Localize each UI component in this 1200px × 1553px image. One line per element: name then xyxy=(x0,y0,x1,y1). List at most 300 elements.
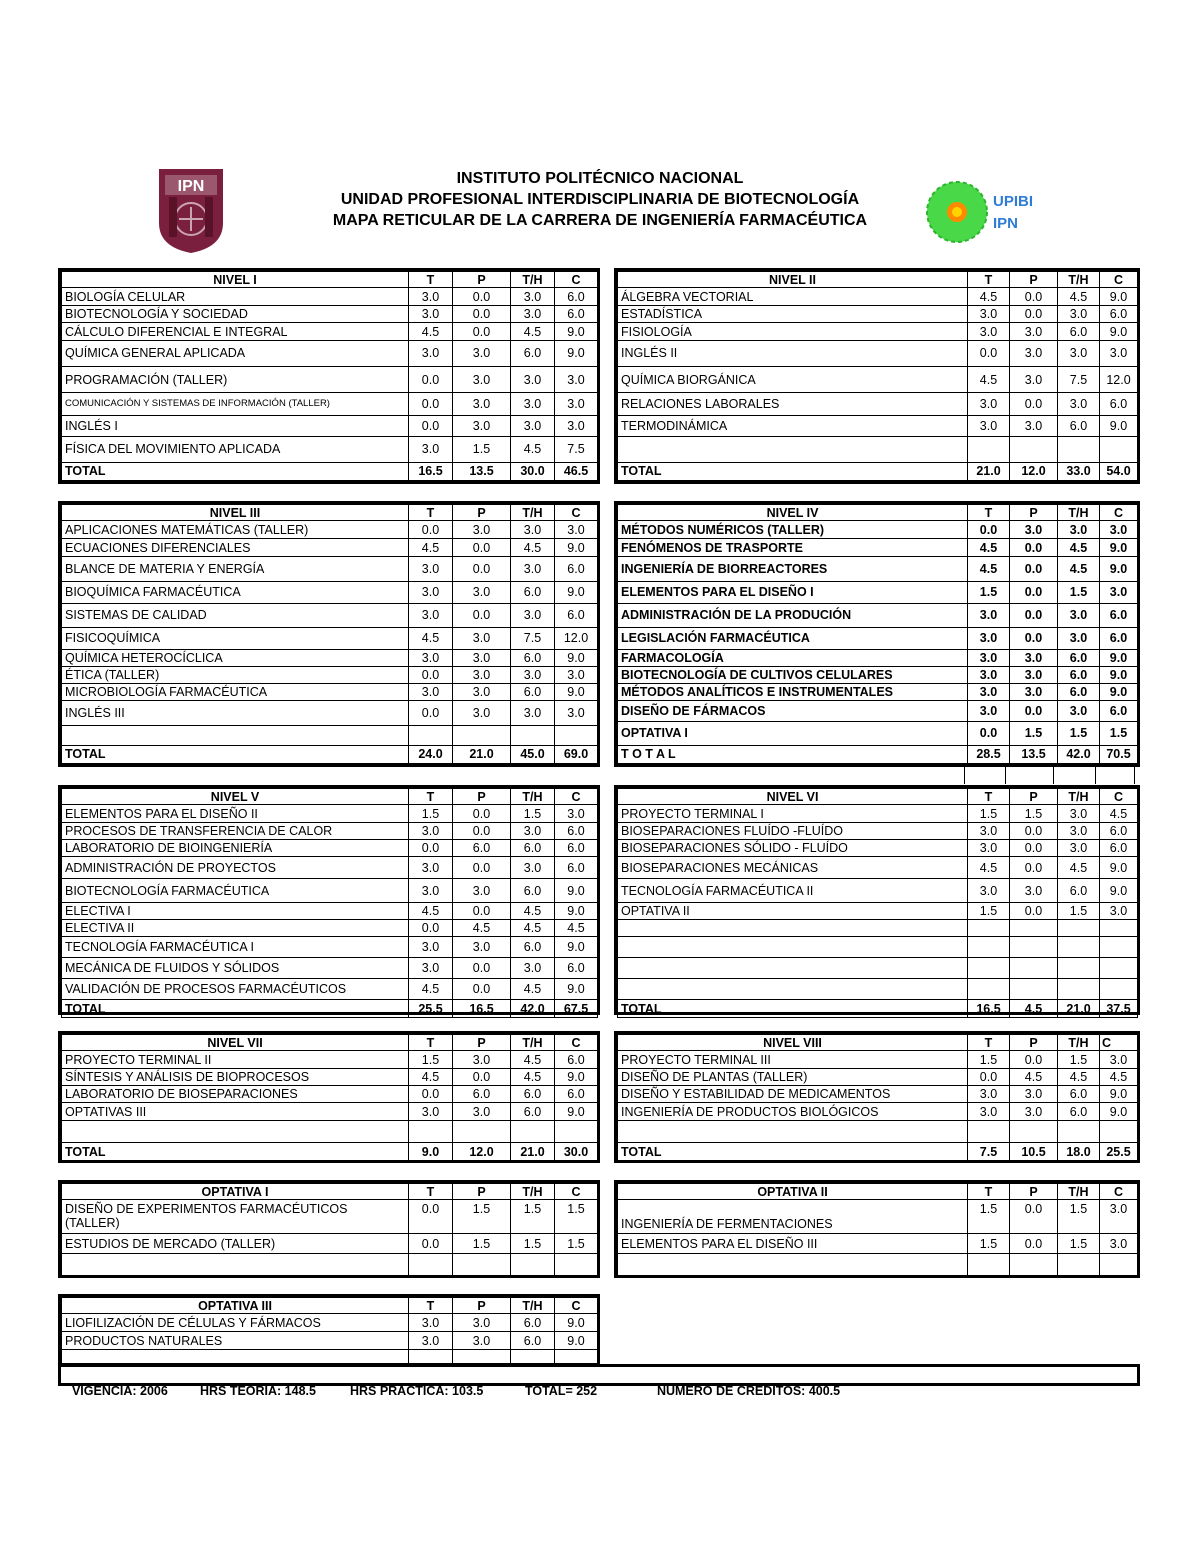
cell-c: 3.0 xyxy=(1100,1234,1138,1254)
cell-p: 0.0 xyxy=(1010,393,1058,416)
table-row xyxy=(62,557,598,581)
subject-name: BIOTECNOLOGÍA DE CULTIVOS CELULARES xyxy=(618,667,968,684)
cell-t: 3.0 xyxy=(409,879,453,903)
subject-name: FISICOQUÍMICA xyxy=(62,627,409,649)
table-row xyxy=(62,857,598,879)
cell-p: 3.0 xyxy=(453,416,511,436)
table-row xyxy=(62,725,598,745)
cell-p: 0.0 xyxy=(1010,557,1058,581)
col-p: P xyxy=(1010,505,1058,521)
subject-name: BIOQUÍMICA FARMACÉUTICA xyxy=(62,581,409,603)
cell-th: 4.5 xyxy=(511,920,555,937)
hrs-practica-text: HRS PRACTICA: 103.5 xyxy=(349,1384,484,1398)
subject-name: OPTATIVA I xyxy=(618,721,968,745)
cell-p: 3.0 xyxy=(1010,667,1058,684)
nivel-4-table xyxy=(614,501,1140,767)
cell-p xyxy=(453,725,511,745)
col-c: C xyxy=(1100,505,1138,521)
cell-c: 6.0 xyxy=(555,840,598,857)
cell-th: 3.0 xyxy=(1058,603,1100,627)
cell-th: 3.0 xyxy=(511,603,555,627)
table-row xyxy=(618,879,1138,903)
col-c: C xyxy=(555,272,598,288)
table-row xyxy=(62,539,598,557)
cell-c xyxy=(1100,1254,1138,1276)
hrs-teoria-text: HRS TEORIA: 148.5 xyxy=(199,1384,316,1398)
subject-name xyxy=(62,725,409,745)
cell-c: 9.0 xyxy=(555,684,598,701)
cell-th xyxy=(511,725,555,745)
subject-name: QUÍMICA HETEROCÍCLICA xyxy=(62,650,409,667)
cell-th xyxy=(1058,958,1100,979)
cell-t: 3.0 xyxy=(409,823,453,840)
cell-c: 9.0 xyxy=(1100,857,1138,879)
cell-p: 0.0 xyxy=(1010,1051,1058,1069)
cell-p: 0.0 xyxy=(453,1069,511,1086)
subject-name: INGLÉS II xyxy=(618,340,968,366)
table-row xyxy=(62,581,598,603)
col-th: T/H xyxy=(511,505,555,521)
cell-t: 3.0 xyxy=(409,1103,453,1121)
total-th: 33.0 xyxy=(1058,462,1100,480)
cell-p: 3.0 xyxy=(453,701,511,725)
subject-name xyxy=(618,937,968,958)
cell-th: 3.0 xyxy=(511,521,555,539)
cell-th: 4.5 xyxy=(1058,557,1100,581)
cell-t: 1.5 xyxy=(409,805,453,823)
subject-name: ADMINISTRACIÓN DE PROYECTOS xyxy=(62,857,409,879)
cell-th: 6.0 xyxy=(511,840,555,857)
col-th: T/H xyxy=(1058,789,1100,805)
cell-p: 0.0 xyxy=(1010,539,1058,557)
cell-c: 9.0 xyxy=(555,937,598,958)
cell-th: 1.5 xyxy=(1058,721,1100,745)
subject-name: ELEMENTOS PARA EL DISEÑO II xyxy=(62,805,409,823)
cell-p: 3.0 xyxy=(453,1314,511,1332)
cell-p: 0.0 xyxy=(1010,903,1058,920)
cell-t: 3.0 xyxy=(409,340,453,366)
cell-c: 3.0 xyxy=(555,521,598,539)
cell-th: 1.5 xyxy=(1058,1051,1100,1069)
nivel-title: NIVEL VIII xyxy=(618,1035,968,1051)
cell-t: 3.0 xyxy=(409,1332,453,1350)
table-row xyxy=(618,721,1138,745)
cell-th: 3.0 xyxy=(511,306,555,323)
cell-t: 1.5 xyxy=(968,903,1010,920)
cell-t: 0.0 xyxy=(409,393,453,416)
table-row xyxy=(618,340,1138,366)
col-th: T/H xyxy=(511,1184,555,1200)
cell-th: 3.0 xyxy=(511,288,555,306)
cell-c: 9.0 xyxy=(555,581,598,603)
cell-t: 0.0 xyxy=(968,521,1010,539)
col-p: P xyxy=(453,505,511,521)
cell-p: 0.0 xyxy=(453,603,511,627)
cell-th: 3.0 xyxy=(511,958,555,979)
table-row xyxy=(618,857,1138,879)
subject-name: ECUACIONES DIFERENCIALES xyxy=(62,539,409,557)
subject-name: LABORATORIO DE BIOINGENIERÍA xyxy=(62,840,409,857)
cell-t: 0.0 xyxy=(409,366,453,392)
table-row xyxy=(62,1234,598,1254)
cell-p: 1.5 xyxy=(1010,805,1058,823)
table-row xyxy=(62,979,598,1000)
cell-th: 3.0 xyxy=(511,701,555,725)
cell-t: 3.0 xyxy=(409,581,453,603)
subject-name: ÉTICA (TALLER) xyxy=(62,667,409,684)
subject-name: PROCESOS DE TRANSFERENCIA DE CALOR xyxy=(62,823,409,840)
cell-c: 7.5 xyxy=(555,436,598,462)
table-row xyxy=(618,366,1138,392)
table-row xyxy=(62,340,598,366)
cell-t: 3.0 xyxy=(968,416,1010,436)
table-row xyxy=(618,1086,1138,1103)
total-row xyxy=(62,745,598,763)
cell-c: 9.0 xyxy=(555,903,598,920)
cell-p: 6.0 xyxy=(453,1086,511,1103)
cell-t xyxy=(968,920,1010,937)
cell-t: 4.5 xyxy=(409,979,453,1000)
cell-t: 3.0 xyxy=(409,306,453,323)
optativa-1-table xyxy=(58,1180,600,1278)
subject-name xyxy=(618,979,968,1000)
cell-th: 4.5 xyxy=(511,436,555,462)
cell-th: 6.0 xyxy=(511,1103,555,1121)
cell-c: 3.0 xyxy=(1100,903,1138,920)
cell-t: 3.0 xyxy=(968,627,1010,649)
cell-c: 9.0 xyxy=(555,323,598,340)
cell-th xyxy=(511,1350,555,1364)
total-t: 25.5 xyxy=(409,1000,453,1018)
cell-th xyxy=(1058,1121,1100,1143)
total-p: 12.0 xyxy=(453,1143,511,1161)
total-p: 21.0 xyxy=(453,745,511,763)
cell-th: 3.0 xyxy=(511,823,555,840)
table-row xyxy=(618,1200,1138,1234)
institution-title: INSTITUTO POLITÉCNICO NACIONAL xyxy=(456,170,744,187)
cell-p xyxy=(1010,920,1058,937)
table-row xyxy=(618,840,1138,857)
cell-th: 1.5 xyxy=(1058,581,1100,603)
table-row xyxy=(62,393,598,416)
cell-t: 3.0 xyxy=(968,603,1010,627)
col-t: T xyxy=(409,505,453,521)
table-row xyxy=(62,684,598,701)
total-p: 4.5 xyxy=(1010,1000,1058,1018)
cell-c xyxy=(555,1254,598,1276)
cell-t: 3.0 xyxy=(968,1103,1010,1121)
cell-c: 6.0 xyxy=(555,288,598,306)
cell-t: 4.5 xyxy=(409,539,453,557)
cell-t: 3.0 xyxy=(968,684,1010,701)
cell-c: 3.0 xyxy=(555,667,598,684)
table-row xyxy=(62,521,598,539)
table-row xyxy=(62,650,598,667)
cell-p: 3.0 xyxy=(1010,323,1058,340)
cell-c: 4.5 xyxy=(1100,805,1138,823)
subject-name: MECÁNICA DE FLUIDOS Y SÓLIDOS xyxy=(62,958,409,979)
cell-p: 3.0 xyxy=(453,340,511,366)
table-row xyxy=(62,903,598,920)
total-th: 21.0 xyxy=(511,1143,555,1161)
cell-p: 1.5 xyxy=(453,436,511,462)
subject-name: SÍNTESIS Y ANÁLISIS DE BIOPROCESOS xyxy=(62,1069,409,1086)
cell-t: 0.0 xyxy=(409,521,453,539)
cell-p: 0.0 xyxy=(1010,1234,1058,1254)
subject-name: BIOSEPARACIONES FLUÍDO -FLUÍDO xyxy=(618,823,968,840)
cell-c: 3.0 xyxy=(1100,521,1138,539)
cell-c: 6.0 xyxy=(1100,627,1138,649)
total-th: 18.0 xyxy=(1058,1143,1100,1161)
subject-name: FISIOLOGÍA xyxy=(618,323,968,340)
cell-t: 0.0 xyxy=(409,701,453,725)
total-p: 12.0 xyxy=(1010,462,1058,480)
subject-name: VALIDACIÓN DE PROCESOS FARMACÉUTICOS xyxy=(62,979,409,1000)
nivel-title: NIVEL III xyxy=(62,505,409,521)
cell-t: 3.0 xyxy=(409,684,453,701)
table-row xyxy=(618,650,1138,667)
subject-name xyxy=(62,1350,409,1364)
nivel-5-table xyxy=(58,785,600,1015)
subject-name: INGLÉS III xyxy=(62,701,409,725)
subject-name: QUÍMICA GENERAL APLICADA xyxy=(62,340,409,366)
cell-p xyxy=(453,1121,511,1143)
cell-t: 4.5 xyxy=(409,1069,453,1086)
cell-th: 3.0 xyxy=(511,393,555,416)
cell-p: 3.0 xyxy=(1010,684,1058,701)
cell-t: 4.5 xyxy=(968,288,1010,306)
cell-t: 3.0 xyxy=(409,937,453,958)
optativa-title: OPTATIVA III xyxy=(62,1298,409,1314)
cell-p: 3.0 xyxy=(453,1051,511,1069)
cell-c xyxy=(1100,958,1138,979)
table-row xyxy=(618,581,1138,603)
cell-th: 3.0 xyxy=(1058,823,1100,840)
table-row xyxy=(62,1103,598,1121)
cell-t: 0.0 xyxy=(968,1069,1010,1086)
cell-p: 0.0 xyxy=(1010,840,1058,857)
nivel-title: NIVEL V xyxy=(62,789,409,805)
cell-t: 4.5 xyxy=(968,539,1010,557)
cell-c: 3.0 xyxy=(1100,581,1138,603)
cell-p: 0.0 xyxy=(453,557,511,581)
col-c: C xyxy=(1100,1184,1138,1200)
total-c: 69.0 xyxy=(555,745,598,763)
cell-c: 6.0 xyxy=(555,823,598,840)
cell-c: 9.0 xyxy=(555,340,598,366)
cell-p: 0.0 xyxy=(453,979,511,1000)
cell-c: 3.0 xyxy=(555,366,598,392)
col-th: T/H xyxy=(511,789,555,805)
cell-c xyxy=(1100,436,1138,462)
cell-p: 0.0 xyxy=(453,323,511,340)
cell-t: 1.5 xyxy=(968,581,1010,603)
subject-name: RELACIONES LABORALES xyxy=(618,393,968,416)
table-row xyxy=(62,288,598,306)
subject-name: PROYECTO TERMINAL II xyxy=(62,1051,409,1069)
cell-p: 0.0 xyxy=(1010,1200,1058,1234)
col-c: C xyxy=(555,1035,598,1051)
cell-th: 3.0 xyxy=(1058,340,1100,366)
nivel-title: NIVEL IV xyxy=(618,505,968,521)
subject-name: TECNOLOGÍA FARMACÉUTICA II xyxy=(618,879,968,903)
cell-c: 6.0 xyxy=(1100,306,1138,323)
col-th: T/H xyxy=(1058,505,1100,521)
nivel-8-table xyxy=(614,1031,1140,1163)
subject-name xyxy=(618,958,968,979)
subject-name: LABORATORIO DE BIOSEPARACIONES xyxy=(62,1086,409,1103)
cell-c: 9.0 xyxy=(555,879,598,903)
cell-c: 1.5 xyxy=(555,1200,598,1234)
table-row xyxy=(62,805,598,823)
cell-th: 3.0 xyxy=(1058,306,1100,323)
subject-name: BLANCE DE MATERIA Y ENERGÍA xyxy=(62,557,409,581)
cell-th: 3.0 xyxy=(1058,701,1100,721)
table-row xyxy=(62,1200,598,1234)
table-row xyxy=(618,1103,1138,1121)
subject-name: PRODUCTOS NATURALES xyxy=(62,1332,409,1350)
nivel-7-table xyxy=(58,1031,600,1163)
table-row xyxy=(618,701,1138,721)
cell-th: 3.0 xyxy=(1058,840,1100,857)
subject-name: ESTADÍSTICA xyxy=(618,306,968,323)
cell-t: 3.0 xyxy=(968,667,1010,684)
total-label: TOTAL xyxy=(62,1143,409,1161)
col-t: T xyxy=(409,1298,453,1314)
cell-t xyxy=(968,1254,1010,1276)
subject-name xyxy=(618,1121,968,1143)
cell-p xyxy=(1010,979,1058,1000)
subject-name xyxy=(62,1121,409,1143)
vigencia-text: VIGENCIA: 2006 xyxy=(71,1384,168,1398)
cell-p: 3.0 xyxy=(453,1103,511,1121)
col-th: T/H xyxy=(1058,1035,1100,1051)
subject-name: DISEÑO Y ESTABILIDAD DE MEDICAMENTOS xyxy=(618,1086,968,1103)
cell-c: 6.0 xyxy=(1100,603,1138,627)
table-row xyxy=(62,1086,598,1103)
cell-th: 4.5 xyxy=(1058,288,1100,306)
cell-c: 1.5 xyxy=(555,1234,598,1254)
table-row xyxy=(62,920,598,937)
table-row xyxy=(62,603,598,627)
subject-name: BIOSEPARACIONES MECÁNICAS xyxy=(618,857,968,879)
cell-p: 0.0 xyxy=(453,306,511,323)
cell-th xyxy=(511,1121,555,1143)
cell-t: 3.0 xyxy=(968,393,1010,416)
subject-name xyxy=(618,920,968,937)
total-row xyxy=(62,462,598,480)
total-row xyxy=(62,1000,598,1018)
col-th: T/H xyxy=(511,1298,555,1314)
cell-p: 0.0 xyxy=(453,823,511,840)
subject-name: FARMACOLOGÍA xyxy=(618,650,968,667)
nivel-title: NIVEL II xyxy=(618,272,968,288)
total-c: 46.5 xyxy=(555,462,598,480)
table-row xyxy=(618,823,1138,840)
cell-t: 4.5 xyxy=(409,627,453,649)
table-row xyxy=(618,920,1138,937)
col-t: T xyxy=(968,272,1010,288)
cell-th: 3.0 xyxy=(1058,521,1100,539)
subject-name: ELECTIVA II xyxy=(62,920,409,937)
subject-name: BIOLOGÍA CELULAR xyxy=(62,288,409,306)
table-row xyxy=(618,539,1138,557)
total-th: 45.0 xyxy=(511,745,555,763)
subject-name: BIOTECNOLOGÍA Y SOCIEDAD xyxy=(62,306,409,323)
cell-p: 3.0 xyxy=(453,684,511,701)
total-label: TOTAL xyxy=(62,1000,409,1018)
cell-t: 4.5 xyxy=(409,323,453,340)
cell-t: 3.0 xyxy=(409,1314,453,1332)
cell-th: 6.0 xyxy=(511,650,555,667)
subject-name: LEGISLACIÓN FARMACÉUTICA xyxy=(618,627,968,649)
cell-t: 0.0 xyxy=(409,840,453,857)
cell-p: 0.0 xyxy=(1010,306,1058,323)
col-p: P xyxy=(453,272,511,288)
cell-p: 0.0 xyxy=(453,539,511,557)
cell-t: 3.0 xyxy=(409,603,453,627)
total-t: 16.5 xyxy=(409,462,453,480)
subject-name: PROYECTO TERMINAL I xyxy=(618,805,968,823)
nivel-title: NIVEL VII xyxy=(62,1035,409,1051)
cell-c xyxy=(1100,937,1138,958)
cell-c: 3.0 xyxy=(555,393,598,416)
optativa-3-table xyxy=(58,1294,600,1366)
total-th: 21.0 xyxy=(1058,1000,1100,1018)
cell-th xyxy=(1058,937,1100,958)
table-row xyxy=(62,1314,598,1332)
cell-c: 9.0 xyxy=(1100,323,1138,340)
cell-th: 1.5 xyxy=(511,1200,555,1234)
cell-c: 12.0 xyxy=(555,627,598,649)
cell-c: 3.0 xyxy=(1100,1200,1138,1234)
table-row xyxy=(62,1051,598,1069)
cell-th: 6.0 xyxy=(1058,650,1100,667)
subject-name: OPTATIVAS III xyxy=(62,1103,409,1121)
col-p: P xyxy=(453,1184,511,1200)
table-row xyxy=(62,667,598,684)
subject-name: ELECTIVA I xyxy=(62,903,409,920)
cell-t xyxy=(968,937,1010,958)
subject-name: TECNOLOGÍA FARMACÉUTICA I xyxy=(62,937,409,958)
cell-t: 4.5 xyxy=(968,366,1010,392)
table-row xyxy=(62,306,598,323)
col-t: T xyxy=(409,1184,453,1200)
table-row xyxy=(62,840,598,857)
col-p: P xyxy=(453,789,511,805)
cell-c: 6.0 xyxy=(555,557,598,581)
total-label: TOTAL xyxy=(62,745,409,763)
cell-p: 0.0 xyxy=(453,857,511,879)
subject-name: INGLÉS I xyxy=(62,416,409,436)
col-c: C xyxy=(1100,789,1138,805)
cell-c: 6.0 xyxy=(555,1051,598,1069)
table-row xyxy=(618,627,1138,649)
cell-c: 6.0 xyxy=(1100,701,1138,721)
cell-th: 4.5 xyxy=(1058,1069,1100,1086)
table-row xyxy=(62,937,598,958)
cell-th: 6.0 xyxy=(1058,1086,1100,1103)
subject-name: MÉTODOS NUMÉRICOS (TALLER) xyxy=(618,521,968,539)
total-row xyxy=(618,1143,1138,1161)
cell-t: 1.5 xyxy=(968,805,1010,823)
table-row xyxy=(618,1069,1138,1086)
total-t: 9.0 xyxy=(409,1143,453,1161)
subject-name: COMUNICACIÓN Y SISTEMAS DE INFORMACIÓN (TALLER) xyxy=(62,393,409,416)
table-row xyxy=(618,979,1138,1000)
nivel-6-table xyxy=(614,785,1140,1015)
table-row xyxy=(62,416,598,436)
